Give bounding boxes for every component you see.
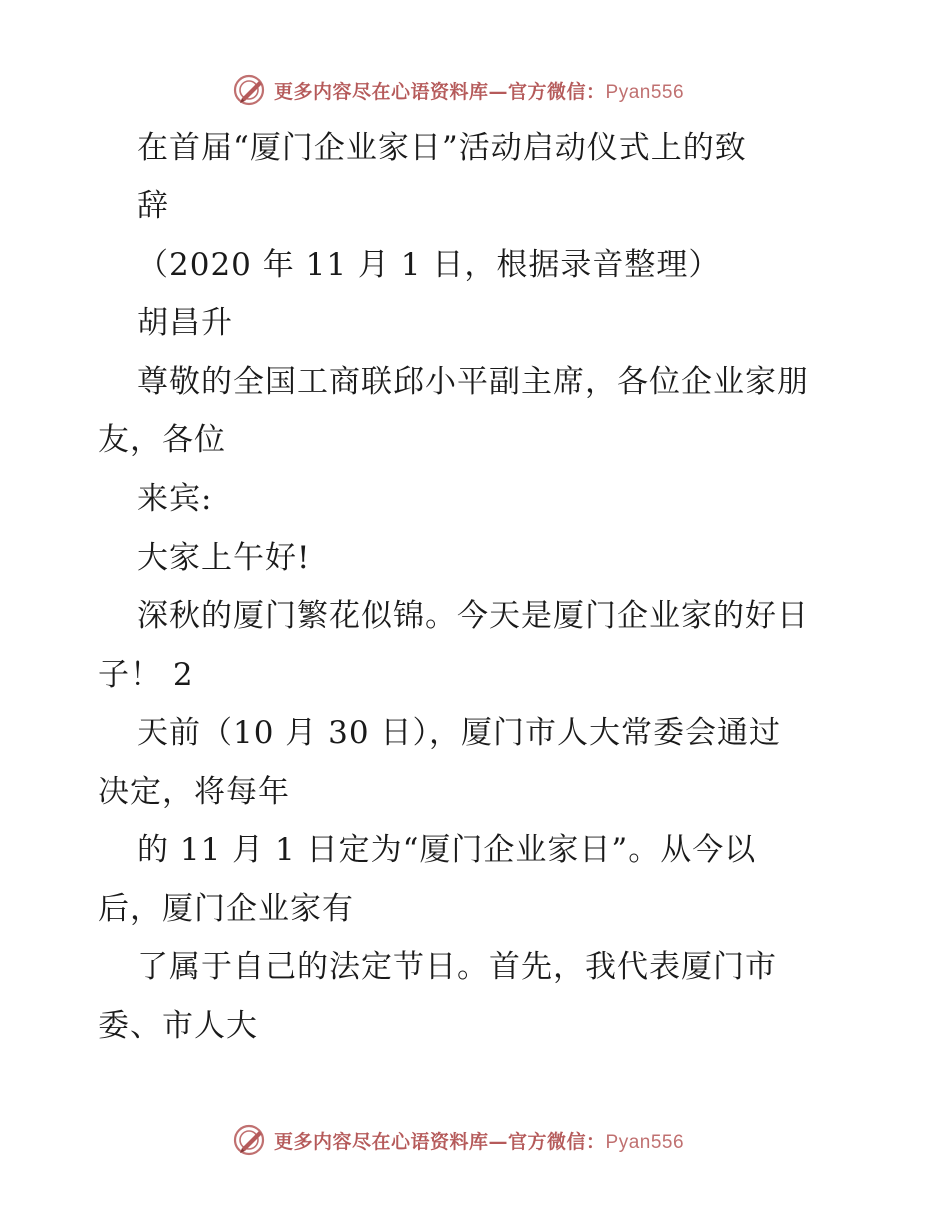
banner-dash: —	[488, 80, 509, 103]
title-line-2: 辞	[137, 188, 169, 224]
text-line: 决定，将每年	[98, 774, 290, 810]
text-line: 深秋的厦门繁花似锦。今天是厦门企业家的好日	[137, 598, 809, 634]
banner-main-text: 更多内容尽在心语资料库	[274, 80, 489, 103]
banner-wechat-label: 官方微信：	[508, 80, 606, 103]
title-line-1: 在首届“厦门企业家日”活动启动仪式上的致	[137, 130, 747, 166]
footer-watermark-banner	[232, 1120, 712, 1160]
pen-logo-icon	[232, 72, 268, 108]
text-line: 尊敬的全国工商联邱小平副主席，各位企业家朋	[137, 364, 809, 400]
text-line: 子！ 2	[98, 657, 194, 693]
text-line: 了属于自己的法定节日。首先，我代表厦门市	[137, 949, 777, 985]
banner-wechat-id: Pyan556	[605, 81, 685, 103]
banner-wechat-label: 官方微信：	[508, 1130, 606, 1153]
text-line: 的 11 月 1 日定为“厦门企业家日”。从今以	[137, 832, 757, 868]
author-name: 胡昌升	[137, 305, 233, 341]
text-line: 天前（10 月 30 日），厦门市人大常委会通过	[137, 715, 781, 751]
text-line: 委、市人大	[98, 1008, 258, 1044]
banner-main-text: 更多内容尽在心语资料库	[274, 1130, 489, 1153]
pen-logo-icon	[232, 1122, 268, 1158]
text-line: 大家上午好!	[137, 540, 311, 576]
banner-dash: —	[488, 1130, 509, 1153]
banner-text	[274, 77, 684, 104]
date-note: （2020 年 11 月 1 日，根据录音整理）	[137, 247, 721, 283]
header-watermark-banner	[232, 70, 712, 110]
banner-text	[274, 1127, 684, 1154]
text-line: 友，各位	[98, 422, 226, 458]
banner-wechat-id: Pyan556	[605, 1131, 685, 1153]
text-line: 来宾:	[137, 481, 213, 517]
text-line: 后，厦门企业家有	[98, 891, 354, 927]
